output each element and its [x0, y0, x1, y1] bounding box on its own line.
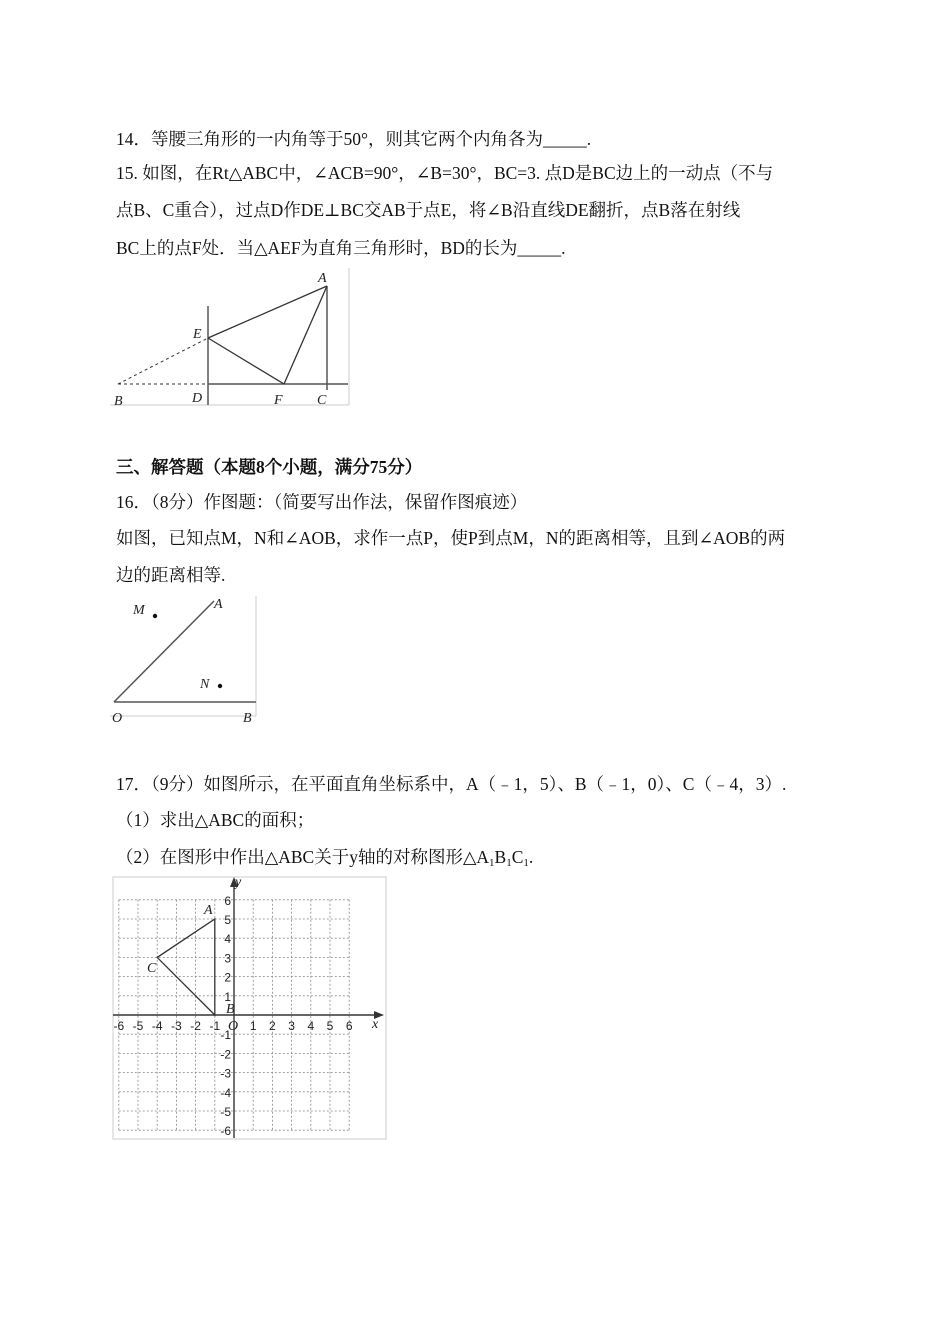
- q17-sub-c: 1: [523, 857, 529, 869]
- q16-label-O: O: [112, 711, 123, 726]
- x-tick-label: 3: [288, 1019, 295, 1033]
- section3-title: 三、解答题（本题8个小题，满分75分）: [116, 457, 423, 477]
- x-tick-label: 4: [307, 1019, 315, 1033]
- y-tick-label: -2: [220, 1047, 231, 1062]
- q15-line3: BC上的点F处．当△AEF为直角三角形时，BD的长为_____.: [116, 238, 566, 258]
- y-tick-label: 6: [224, 893, 231, 908]
- q17-x-axis-label: x: [372, 1017, 379, 1032]
- q17-line3-suffix: .: [528, 847, 534, 867]
- x-tick-label: 6: [345, 1019, 353, 1033]
- x-tick-label: -3: [171, 1019, 182, 1033]
- q15-label-A: A: [318, 271, 327, 286]
- q16-figure: [108, 594, 260, 726]
- q16-point-M: [153, 614, 157, 618]
- q17-label-B: B: [226, 1002, 235, 1017]
- q15-dashed-BE: [118, 338, 208, 384]
- y-tick-label: -5: [220, 1105, 231, 1119]
- q15-label-D: D: [192, 391, 203, 406]
- q15-line-EA: [208, 286, 327, 338]
- x-tick-label: 1: [249, 1019, 257, 1033]
- q17-label-O: O: [228, 1019, 239, 1034]
- y-tick-label: 4: [224, 932, 231, 947]
- q15-label-E: E: [193, 327, 202, 342]
- q15-label-C: C: [317, 393, 327, 408]
- q16-line1: 16．（8分）作图题：（简要写出作法，保留作图痕迹）: [116, 492, 528, 512]
- q16-line2: 如图，已知点M，N和∠AOB，求作一点P，使P到点M，N的距离相等，且到∠AOB的两: [116, 528, 786, 548]
- x-tick-label: -4: [151, 1019, 163, 1033]
- y-tick-label: 5: [224, 913, 231, 927]
- q15-figure: [108, 266, 353, 411]
- q17-letter-c: C: [511, 847, 524, 867]
- q17-triangle-ABC: [157, 919, 215, 1015]
- q17-outer-frame: [113, 877, 386, 1139]
- q17-label-C: C: [147, 961, 157, 976]
- x-tick-label: -6: [113, 1019, 125, 1033]
- q17-y-axis-label: y: [235, 875, 242, 890]
- q16-label-M: M: [133, 603, 145, 618]
- q15-line1: 15. 如图，在Rt△ABC中，∠ACB=90°，∠B=30°，BC=3. 点D是BC边上的一动点（不与: [116, 163, 774, 183]
- q15-line-EF: [208, 338, 284, 384]
- q14-text: 14．等腰三角形的一内角等于50°，则其它两个内角各为_____.: [116, 129, 592, 149]
- q17-label-A: A: [204, 903, 213, 918]
- x-tick-label: -1: [209, 1019, 221, 1033]
- q16-ray-OA: [114, 601, 214, 702]
- x-tick-label: -2: [190, 1019, 201, 1033]
- q15-label-B: B: [114, 394, 123, 409]
- q17-sub-a: 1: [489, 857, 495, 869]
- q17-letter-b: B: [494, 847, 507, 867]
- q17-line3: [116, 845, 533, 875]
- q16-label-N: N: [200, 677, 210, 692]
- q16-label-B: B: [243, 711, 252, 726]
- q16-label-A: A: [214, 597, 223, 612]
- y-tick-label: 1: [224, 989, 231, 1004]
- q17-line3-prefix: （2）在图形中作出△ABC关于y轴的对称图形△A: [116, 847, 490, 867]
- q15-label-F: F: [274, 393, 283, 408]
- x-tick-label: 5: [326, 1019, 334, 1033]
- x-tick-label: -5: [132, 1019, 144, 1033]
- x-tick-label: 2: [269, 1019, 276, 1033]
- y-tick-label: 2: [224, 970, 231, 985]
- q17-coordinate-figure: [108, 872, 390, 1144]
- q17-line2: （1）求出△ABC的面积；: [116, 810, 315, 830]
- y-tick-label: -1: [220, 1028, 231, 1043]
- q16-point-N: [218, 684, 222, 688]
- q15-line-FA: [284, 286, 327, 384]
- y-tick-label: -4: [220, 1085, 231, 1100]
- q17-sub-b: 1: [506, 857, 512, 869]
- y-tick-label: -3: [220, 1066, 231, 1081]
- q16-line3: 边的距离相等.: [116, 565, 226, 585]
- q17-line1: 17．（9分）如图所示，在平面直角坐标系中，A（﹣1，5）、B（﹣1，0）、C（﹣4，3）.: [116, 774, 787, 794]
- y-tick-label: -6: [220, 1124, 231, 1139]
- q15-line2: 点B、C重合），过点D作DE⊥BC交AB于点E，将∠B沿直线DE翻折，点B落在射线: [116, 200, 741, 220]
- y-tick-label: 3: [224, 951, 231, 966]
